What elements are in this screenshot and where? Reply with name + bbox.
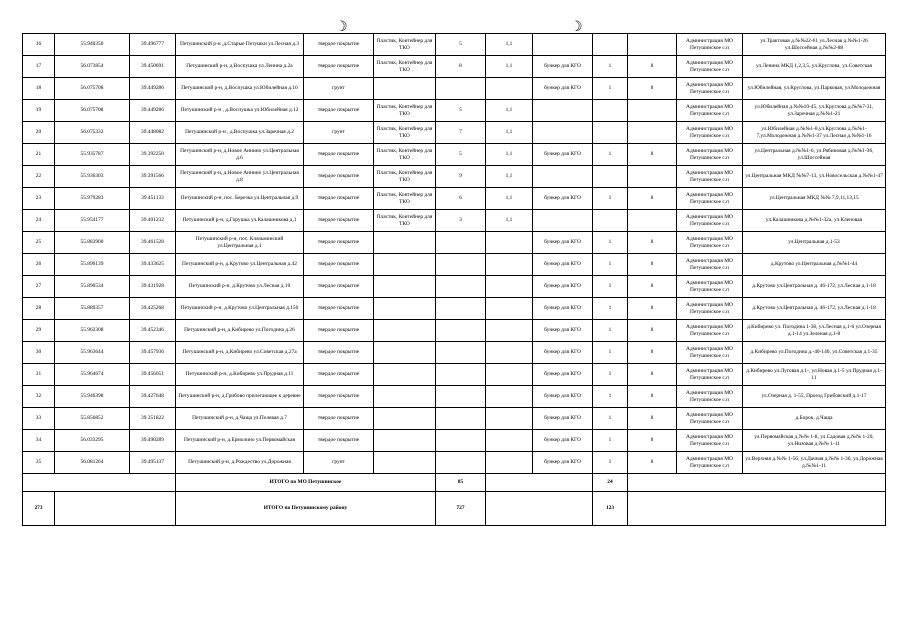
served-objects-cell: ул.Центральная д.№№1-6, ул.Рябиновая д.№№1-36, ул.Шоссейная xyxy=(743,144,886,166)
container-type-cell: Пластик, Контейнер для ТКО xyxy=(374,100,436,122)
bunker-type-cell: бункер для КГО xyxy=(533,430,593,452)
table-body xyxy=(23,34,886,526)
longitude-cell: 39.433625 xyxy=(130,254,176,276)
container-count-cell: 5 xyxy=(436,100,486,122)
container-count-cell: 5 xyxy=(436,34,486,56)
latitude-cell: 55.896534 xyxy=(55,276,130,298)
bunker-count-cell: 1 xyxy=(593,342,628,364)
bunker-count-cell: 1 xyxy=(593,320,628,342)
table-row xyxy=(23,386,886,408)
latitude-cell: 56.075708 xyxy=(55,100,130,122)
container-volume-cell xyxy=(486,276,533,298)
surface-type-cell: твердое покрытие xyxy=(304,342,374,364)
served-objects-cell: д.Крутово ул.Центральная д. 46-172, ул.Лесная д.1-18 xyxy=(743,276,886,298)
container-count-cell xyxy=(436,342,486,364)
bunker-type-cell: бункер для КГО xyxy=(533,452,593,474)
container-volume-cell: 1,1 xyxy=(486,188,533,210)
total-label: ИТОГО по МО Петушинское xyxy=(176,474,436,492)
latitude-cell: 55.962308 xyxy=(55,320,130,342)
bunker-type-cell: бункер для КГО xyxy=(533,56,593,78)
container-type-cell: Пластик, Контейнер для ТКО xyxy=(374,166,436,188)
container-volume-cell xyxy=(486,430,533,452)
bunker-volume-cell xyxy=(628,34,677,56)
latitude-cell: 56.033295 xyxy=(55,430,130,452)
container-type-cell xyxy=(374,276,436,298)
owner-cell: Администрация МО Петушинское с.п xyxy=(677,364,743,386)
served-objects-cell: ул.Озерная д. 1-55, Проезд Грибовский д.1-17 xyxy=(743,386,886,408)
bunker-volume-cell xyxy=(628,210,677,232)
empty-cell xyxy=(628,492,886,526)
surface-type-cell: твердое покрытие xyxy=(304,408,374,430)
container-volume-cell: 1,1 xyxy=(486,122,533,144)
container-count-cell: 5 xyxy=(436,144,486,166)
container-type-cell: Пластик, Контейнер для ТКО xyxy=(374,56,436,78)
surface-type-cell: твердое покрытие xyxy=(304,320,374,342)
latitude-cell: 55.946398 xyxy=(55,386,130,408)
surface-type-cell: твердое покрытие xyxy=(304,364,374,386)
bunker-type-cell: бункер для КГО xyxy=(533,144,593,166)
table-row xyxy=(23,34,886,56)
longitude-cell: 39.461528 xyxy=(130,232,176,254)
address-cell: Петушинский р-н, д.Чаща ул.Полевая д.7 xyxy=(176,408,304,430)
container-count-cell: 3 xyxy=(436,210,486,232)
container-type-cell xyxy=(374,254,436,276)
served-objects-cell: ул.Верхняя д.№№ 1-56, ул.Дачная д.№№ 1-36, ул.Дорожная д.№№1-11 xyxy=(743,452,886,474)
served-objects-cell: д.Борок, д.Чаща xyxy=(743,408,886,430)
address-cell: Петушинский р-н, д.Кибирево ул.Советская д.27а xyxy=(176,342,304,364)
bunker-volume-cell: 8 xyxy=(628,452,677,474)
container-type-cell: Пластик, Контейнер для ТКО xyxy=(374,188,436,210)
latitude-cell: 55.889357 xyxy=(55,298,130,320)
container-type-cell xyxy=(374,430,436,452)
latitude-cell: 55.979283 xyxy=(55,188,130,210)
total-container-count: 85 xyxy=(436,474,486,492)
bunker-volume-cell: 8 xyxy=(628,342,677,364)
surface-type-cell: твердое покрытие xyxy=(304,100,374,122)
latitude-cell: 55.963644 xyxy=(55,342,130,364)
served-objects-cell: д.Крутово ул.Центральная д.№№1-44 xyxy=(743,254,886,276)
bunker-volume-cell: 8 xyxy=(628,364,677,386)
bunker-count-cell: 1 xyxy=(593,386,628,408)
bunker-type-cell: бункер для КГО xyxy=(533,386,593,408)
table-row xyxy=(23,298,886,320)
total-container-count: 727 xyxy=(436,492,486,526)
address-cell: Петушинский р-н, пос. Клязьминский ул.Центральная д.1 xyxy=(176,232,304,254)
table-row xyxy=(23,122,886,144)
container-count-cell xyxy=(436,232,486,254)
row-number: 29 xyxy=(23,320,55,342)
container-count-cell xyxy=(436,452,486,474)
total-bunker-count: 24 xyxy=(593,474,628,492)
surface-type-cell: твердое покрытие xyxy=(304,232,374,254)
address-cell: Петушинский р-н, д.Грибово прилегающее к деревне xyxy=(176,386,304,408)
bunker-type-cell xyxy=(533,166,593,188)
table-row xyxy=(23,364,886,386)
row-number: 32 xyxy=(23,386,55,408)
surface-type-cell: грунт xyxy=(304,78,374,100)
container-count-cell: 6 xyxy=(436,188,486,210)
latitude-cell: 55.940350 xyxy=(55,34,130,56)
latitude-cell: 56.075332 xyxy=(55,122,130,144)
address-cell: Петушинский р-н, д.Воспушка ул.Ленина д.2а xyxy=(176,56,304,78)
bunker-count-cell: 1 xyxy=(593,408,628,430)
bunker-volume-cell: 8 xyxy=(628,56,677,78)
bunker-count-cell: 1 xyxy=(593,56,628,78)
surface-type-cell: твердое покрытие xyxy=(304,56,374,78)
table-row xyxy=(23,430,886,452)
longitude-cell: 39.451133 xyxy=(130,188,176,210)
bunker-type-cell: бункер для КГО xyxy=(533,232,593,254)
served-objects-cell: д.Кибирево ул.Погодина д.-40-140, ул.Советская д.1-35 xyxy=(743,342,886,364)
container-count-cell xyxy=(436,276,486,298)
container-type-cell: Пластик, Контейнер для ТКО xyxy=(374,122,436,144)
container-type-cell xyxy=(374,78,436,100)
served-objects-cell: ул.Юбилейная д.№№10-45, ул.Круглова д.№№7-31, ул.Заречная д.№№1-21 xyxy=(743,100,886,122)
served-objects-cell: ул.Юбилейная д.№№1-8,ул.Круглова д.№№1-7,ул.Молодежная д.№№1-37 ул.Лесная д.№№1-16 xyxy=(743,122,886,144)
container-count-cell xyxy=(436,298,486,320)
bunker-count-cell: 1 xyxy=(593,298,628,320)
container-volume-cell xyxy=(486,408,533,430)
address-cell: Петушинский р-н, д.Кибирево ул.Прудная д.11 xyxy=(176,364,304,386)
bunker-volume-cell: 8 xyxy=(628,188,677,210)
served-objects-cell: д.Крутово ул.Центральная д. 46-172, ул.Лесная д.1-18 xyxy=(743,298,886,320)
latitude-cell: 55.896139 xyxy=(55,254,130,276)
total-label: ИТОГО по Петушинскому району xyxy=(176,492,436,526)
latitude-cell: 55.954177 xyxy=(55,210,130,232)
longitude-cell: 39.490289 xyxy=(130,430,176,452)
address-cell: Петушинский р-н, д.Кибирево ул.Погодина д.26 xyxy=(176,320,304,342)
table-row xyxy=(23,452,886,474)
bunker-type-cell xyxy=(533,100,593,122)
served-objects-cell: ул.Трактовая д.№№22-61 ул.Лесная д.№№1-26 ул.Шоссейная д.№№2-88 xyxy=(743,34,886,56)
table-row xyxy=(23,254,886,276)
row-number: 22 xyxy=(23,166,55,188)
surface-type-cell: твердое покрытие xyxy=(304,144,374,166)
served-objects-cell: ул.Первомайская д.№№ 1-8, ул.Садовая д.№№ 1-20, ул.Низовая д.№№ 1-11 xyxy=(743,430,886,452)
address-cell: Петушинский р-н, д.Крутово ул.Центральная д.150 xyxy=(176,298,304,320)
bunker-count-cell xyxy=(593,210,628,232)
row-number: 26 xyxy=(23,254,55,276)
bunker-volume-cell: 8 xyxy=(628,320,677,342)
served-objects-cell: ул.Центральная д.1-53 xyxy=(743,232,886,254)
latitude-cell: 55.883900 xyxy=(55,232,130,254)
district-total-number: 273 xyxy=(23,492,55,526)
row-number: 33 xyxy=(23,408,55,430)
container-volume-cell xyxy=(486,78,533,100)
container-type-cell xyxy=(374,342,436,364)
bunker-type-cell: бункер для КГО xyxy=(533,364,593,386)
bunker-volume-cell: 8 xyxy=(628,298,677,320)
bunker-volume-cell: 8 xyxy=(628,276,677,298)
surface-type-cell: грунт xyxy=(304,452,374,474)
bunker-volume-cell: 8 xyxy=(628,386,677,408)
bunker-type-cell xyxy=(533,122,593,144)
row-number: 21 xyxy=(23,144,55,166)
owner-cell: Администрация МО Петушинское с.п xyxy=(677,386,743,408)
container-volume-cell: 1,1 xyxy=(486,56,533,78)
bunker-type-cell: бункер для КГО xyxy=(533,298,593,320)
address-cell: Петушинский р-н, пос. Березка ул.Центральная д.9 xyxy=(176,188,304,210)
container-type-cell: Пластик, Контейнер для ТКО xyxy=(374,144,436,166)
container-volume-cell xyxy=(486,386,533,408)
owner-cell: Администрация МО Петушинское с.п xyxy=(677,122,743,144)
latitude-cell: 55.964674 xyxy=(55,364,130,386)
longitude-cell: 39.431928 xyxy=(130,276,176,298)
owner-cell: Администрация МО Петушинское с.п xyxy=(677,166,743,188)
owner-cell: Администрация МО Петушинское с.п xyxy=(677,232,743,254)
bunker-type-cell: бункер для КГО xyxy=(533,78,593,100)
surface-type-cell: твердое покрытие xyxy=(304,210,374,232)
container-count-cell xyxy=(436,430,486,452)
empty-cell xyxy=(55,492,176,526)
bunker-count-cell xyxy=(593,166,628,188)
container-type-cell xyxy=(374,386,436,408)
surface-type-cell: твердое покрытие xyxy=(304,34,374,56)
longitude-cell: 39.449286 xyxy=(130,100,176,122)
address-cell: Петушинский р-н, д.Рождество ул.Дорожная xyxy=(176,452,304,474)
surface-type-cell: твердое покрытие xyxy=(304,188,374,210)
longitude-cell: 39.392250 xyxy=(130,144,176,166)
container-type-cell xyxy=(374,408,436,430)
address-cell: Петушинский р-н, д.Крутово ул.Лесная д.10 xyxy=(176,276,304,298)
container-volume-cell: 1,1 xyxy=(486,100,533,122)
row-number: 31 xyxy=(23,364,55,386)
longitude-cell: 39.427648 xyxy=(130,386,176,408)
address-cell: Петушинский р-н, д.Горушка ул.Калашникова д.1 xyxy=(176,210,304,232)
container-count-cell xyxy=(436,386,486,408)
bunker-type-cell: бункер для КГО xyxy=(533,408,593,430)
container-volume-cell xyxy=(486,452,533,474)
bunker-count-cell: 1 xyxy=(593,232,628,254)
bunker-count-cell: 1 xyxy=(593,254,628,276)
empty-cell xyxy=(486,474,593,492)
crescent-mark-right: ☽ xyxy=(570,19,583,35)
owner-cell: Администрация МО Петушинское с.п xyxy=(677,78,743,100)
latitude-cell: 56.075708 xyxy=(55,78,130,100)
container-count-cell xyxy=(436,408,486,430)
longitude-cell: 39.351822 xyxy=(130,408,176,430)
container-type-cell: Пластик, Контейнер для ТКО xyxy=(374,34,436,56)
empty-cell xyxy=(628,474,886,492)
table-row xyxy=(23,166,886,188)
bunker-volume-cell xyxy=(628,122,677,144)
empty-cell xyxy=(486,492,593,526)
surface-type-cell: твердое покрытие xyxy=(304,276,374,298)
container-volume-cell: 1,1 xyxy=(486,166,533,188)
bunker-count-cell: 1 xyxy=(593,452,628,474)
table-row xyxy=(23,56,886,78)
bunker-volume-cell: 8 xyxy=(628,408,677,430)
surface-type-cell: твердое покрытие xyxy=(304,254,374,276)
bunker-count-cell xyxy=(593,100,628,122)
container-type-cell xyxy=(374,232,436,254)
address-cell: Петушинский р-н, д.Воспушка ул.Юбилейная д.16 xyxy=(176,78,304,100)
address-cell: Петушинский р-н , д.Воспушка ул.Юбилейная д.12 xyxy=(176,100,304,122)
address-cell: Петушинский р-н ,д.Старые Петушки ул.Лесная д.3 xyxy=(176,34,304,56)
bunker-type-cell: бункер для КГО xyxy=(533,320,593,342)
surface-type-cell: твердое покрытие xyxy=(304,166,374,188)
table-row xyxy=(23,342,886,364)
bunker-type-cell: бункер для КГО xyxy=(533,276,593,298)
container-type-cell: Пластик, Контейнер для ТКО xyxy=(374,210,436,232)
row-number: 34 xyxy=(23,430,55,452)
bunker-count-cell: 1 xyxy=(593,78,628,100)
surface-type-cell: твердое покрытие xyxy=(304,430,374,452)
owner-cell: Администрация МО Петушинское с.п xyxy=(677,144,743,166)
address-cell: Петушинский р-н , д.Воспушка ул.Заречная д.2 xyxy=(176,122,304,144)
longitude-cell: 39.391566 xyxy=(130,166,176,188)
bunker-type-cell xyxy=(533,210,593,232)
bunker-volume-cell: 8 xyxy=(628,254,677,276)
container-volume-cell: 1,1 xyxy=(486,210,533,232)
bunker-volume-cell: 8 xyxy=(628,144,677,166)
container-count-cell: 9 xyxy=(436,166,486,188)
owner-cell: Администрация МО Петушинское с.п xyxy=(677,430,743,452)
table-row xyxy=(23,408,886,430)
owner-cell: Администрация МО Петушинское с.п xyxy=(677,452,743,474)
longitude-cell: 39.450691 xyxy=(130,56,176,78)
total-row-district xyxy=(23,492,886,526)
empty-cell xyxy=(23,474,176,492)
latitude-cell: 56.081264 xyxy=(55,452,130,474)
longitude-cell: 39.448082 xyxy=(130,122,176,144)
longitude-cell: 39.449286 xyxy=(130,78,176,100)
bunker-count-cell: 1 xyxy=(593,430,628,452)
row-number: 35 xyxy=(23,452,55,474)
surface-type-cell: твердое покрытие xyxy=(304,386,374,408)
container-volume-cell xyxy=(486,298,533,320)
table-row xyxy=(23,78,886,100)
container-count-cell xyxy=(436,78,486,100)
owner-cell: Администрация МО Петушинское с.п xyxy=(677,408,743,430)
owner-cell: Администрация МО Петушинское с.п xyxy=(677,276,743,298)
served-objects-cell: ул.Калашникова д.№№1-32а, ул.Кленовая xyxy=(743,210,886,232)
container-volume-cell xyxy=(486,232,533,254)
longitude-cell: 39.452346 xyxy=(130,320,176,342)
container-type-cell xyxy=(374,320,436,342)
bunker-count-cell: 1 xyxy=(593,188,628,210)
longitude-cell: 39.457936 xyxy=(130,342,176,364)
container-volume-cell xyxy=(486,364,533,386)
longitude-cell: 39.456051 xyxy=(130,364,176,386)
longitude-cell: 39.495137 xyxy=(130,452,176,474)
owner-cell: Администрация МО Петушинское с.п xyxy=(677,56,743,78)
row-number: 30 xyxy=(23,342,55,364)
address-cell: Петушинский р-н, д.Новое Аннино ул.Центральная д.6 xyxy=(176,144,304,166)
total-row-mo xyxy=(23,474,886,492)
served-objects-cell: ул.Ленина МКД 1,2,3,5, ул.Круглова, ул.Советская xyxy=(743,56,886,78)
address-cell: Петушинский р-н, д.Новое Аннино ул.Центральная д.8 xyxy=(176,166,304,188)
bunker-volume-cell xyxy=(628,166,677,188)
owner-cell: Администрация МО Петушинское с.п xyxy=(677,298,743,320)
total-bunker-count: 123 xyxy=(593,492,628,526)
bunker-volume-cell: 8 xyxy=(628,430,677,452)
container-volume-cell: 1,1 xyxy=(486,144,533,166)
container-volume-cell xyxy=(486,342,533,364)
container-volume-cell: 1,1 xyxy=(486,34,533,56)
latitude-cell: 55.856852 xyxy=(55,408,130,430)
container-type-cell xyxy=(374,452,436,474)
served-objects-cell: ул.Юбилейная, ул.Круглова, ул.Парковая, ул.Молодежная xyxy=(743,78,886,100)
owner-cell: Администрация МО Петушинское с.п xyxy=(677,34,743,56)
table-row xyxy=(23,320,886,342)
container-count-cell: 7 xyxy=(436,122,486,144)
served-objects-cell: д.Кибирево ул.Луговая д.1-, ул.Новая д.1-5 ул.Прудная д.1-11 xyxy=(743,364,886,386)
container-count-cell: 8 xyxy=(436,56,486,78)
container-count-cell xyxy=(436,254,486,276)
latitude-cell: 56.073854 xyxy=(55,56,130,78)
waste-sites-table xyxy=(22,33,886,526)
row-number: 28 xyxy=(23,298,55,320)
container-type-cell xyxy=(374,298,436,320)
bunker-volume-cell: 8 xyxy=(628,78,677,100)
row-number: 20 xyxy=(23,122,55,144)
latitude-cell: 55.936303 xyxy=(55,166,130,188)
bunker-type-cell: бункер для КГО xyxy=(533,188,593,210)
longitude-cell: 39.401232 xyxy=(130,210,176,232)
container-volume-cell xyxy=(486,320,533,342)
bunker-type-cell: бункер для КГО xyxy=(533,342,593,364)
owner-cell: Администрация МО Петушинское с.п xyxy=(677,188,743,210)
bunker-count-cell: 1 xyxy=(593,364,628,386)
row-number: 23 xyxy=(23,188,55,210)
surface-type-cell: грунт xyxy=(304,122,374,144)
table-row xyxy=(23,188,886,210)
container-volume-cell xyxy=(486,254,533,276)
longitude-cell: 39.496777 xyxy=(130,34,176,56)
row-number: 25 xyxy=(23,232,55,254)
owner-cell: Администрация МО Петушинское с.п xyxy=(677,342,743,364)
crescent-mark-left: ☽ xyxy=(335,19,348,35)
owner-cell: Администрация МО Петушинское с.п xyxy=(677,254,743,276)
container-count-cell xyxy=(436,320,486,342)
bunker-count-cell: 1 xyxy=(593,276,628,298)
owner-cell: Администрация МО Петушинское с.п xyxy=(677,320,743,342)
bunker-volume-cell: 8 xyxy=(628,232,677,254)
table-row xyxy=(23,276,886,298)
bunker-volume-cell xyxy=(628,100,677,122)
table-row xyxy=(23,210,886,232)
address-cell: Петушинский р-н, д.Крутово ул.Центральная д.42 xyxy=(176,254,304,276)
table-row xyxy=(23,232,886,254)
row-number: 17 xyxy=(23,56,55,78)
row-number: 16 xyxy=(23,34,55,56)
container-type-cell xyxy=(374,364,436,386)
latitude-cell: 55.935787 xyxy=(55,144,130,166)
container-count-cell xyxy=(436,364,486,386)
row-number: 18 xyxy=(23,78,55,100)
bunker-count-cell: 1 xyxy=(593,144,628,166)
bunker-type-cell: бункер для КГО xyxy=(533,254,593,276)
row-number: 19 xyxy=(23,100,55,122)
owner-cell: Администрация МО Петушинское с.п xyxy=(677,100,743,122)
served-objects-cell: ул.Центральная МКД №№7-13, ул.Новосельская д.№№1-47 xyxy=(743,166,886,188)
bunker-type-cell xyxy=(533,34,593,56)
served-objects-cell: ул.Центральная МКД №№ 7,9,11,13,15 xyxy=(743,188,886,210)
served-objects-cell: д.Кибирево ул. Погодина 1-38, ул.Лесная д.1-6 ул.Озерная д.1-14 ул.Зеленая д.1-8 xyxy=(743,320,886,342)
owner-cell: Администрация МО Петушинское с.п xyxy=(677,210,743,232)
longitude-cell: 39.425268 xyxy=(130,298,176,320)
bunker-count-cell xyxy=(593,34,628,56)
row-number: 27 xyxy=(23,276,55,298)
address-cell: Петушинский р-н, д.Ермолино ул.Первомайская xyxy=(176,430,304,452)
row-number: 24 xyxy=(23,210,55,232)
bunker-count-cell xyxy=(593,122,628,144)
table-row xyxy=(23,144,886,166)
surface-type-cell: твердое покрытие xyxy=(304,298,374,320)
table-row xyxy=(23,100,886,122)
